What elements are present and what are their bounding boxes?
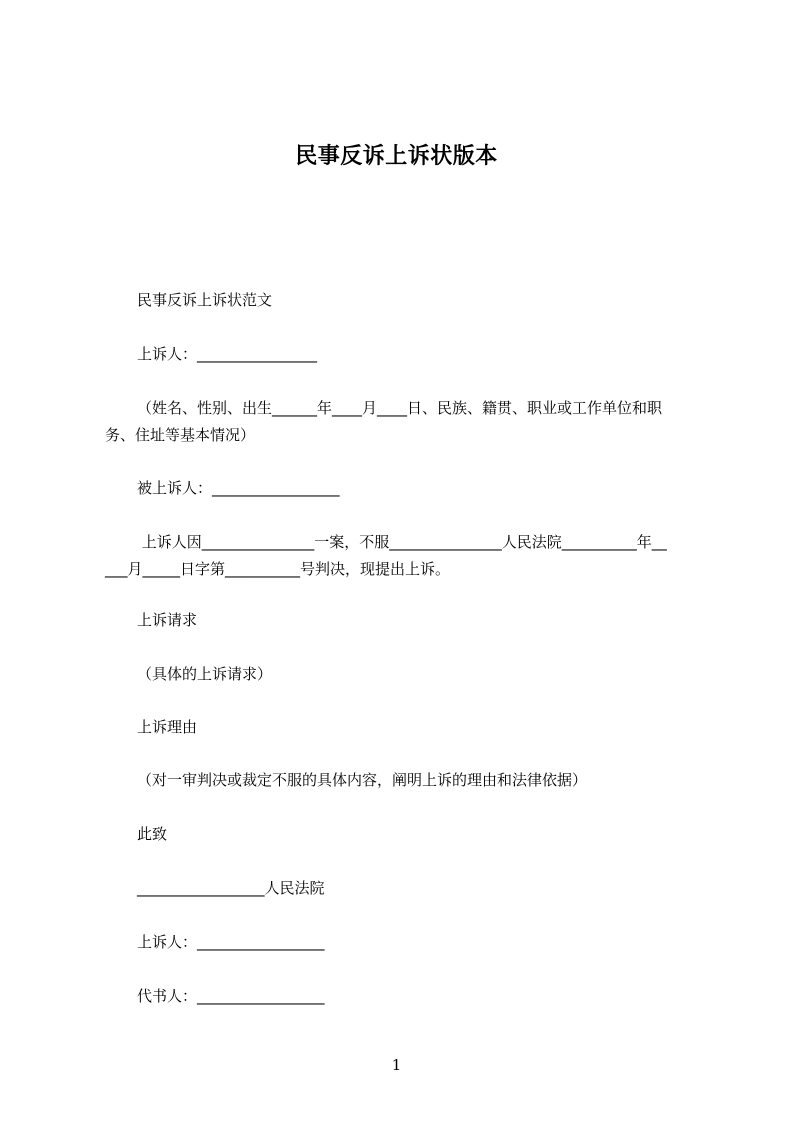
paragraph-appeal-request-heading: 上诉请求	[137, 611, 198, 629]
paragraph-appellant-info-line2: 务、住址等基本情况）	[105, 426, 256, 444]
paragraph-appellee: 被上诉人：_________________	[137, 479, 340, 497]
paragraph-appeal-reason: （对一审判决或裁定不服的具体内容，阐明上诉的理由和法律依据）	[137, 771, 588, 789]
page-number: 1	[391, 1056, 402, 1074]
paragraph-salutation: 此致	[137, 825, 168, 843]
paragraph-appellant-info-line1: （姓名、性别、出生______年____月____日、民族、籍贯、职业或工作单位和职	[137, 399, 663, 417]
paragraph-court: _________________人民法院	[137, 879, 325, 897]
paragraph-heading-sample: 民事反诉上诉状范文	[137, 291, 273, 309]
document-title: 民事反诉上诉状版本	[295, 144, 498, 169]
paragraph-scribe-signature: 代书人：_________________	[137, 987, 325, 1005]
paragraph-case-line1: 上诉人因_______________一案，不服_______________人民法院__________年__	[137, 533, 667, 551]
paragraph-case-line2: ___月_____日字第__________号判决，现提出上诉。	[105, 560, 451, 578]
paragraph-appellant: 上诉人：________________	[137, 345, 318, 363]
paragraph-appeal-request: （具体的上诉请求）	[137, 665, 273, 683]
paragraph-appellant-signature: 上诉人：_________________	[137, 933, 325, 951]
paragraph-appeal-reason-heading: 上诉理由	[137, 718, 198, 736]
